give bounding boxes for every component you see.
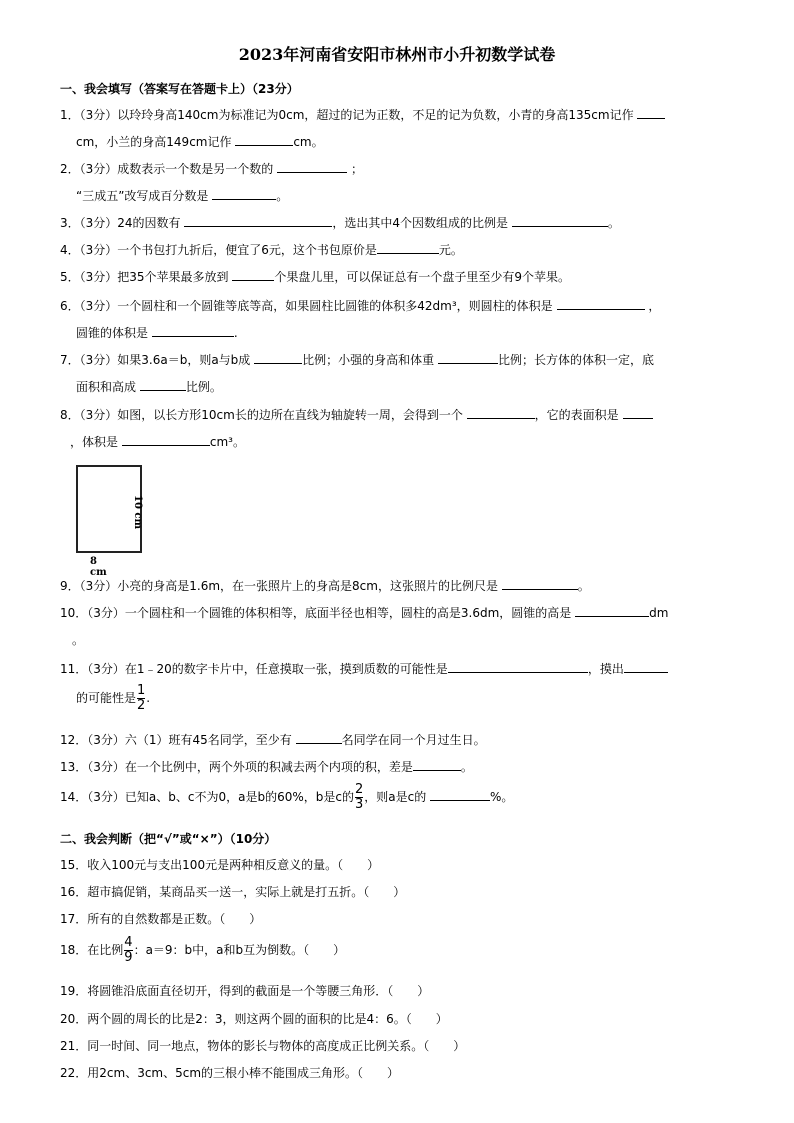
answer-blank[interactable] bbox=[413, 758, 461, 771]
question-9: 9．（3分）小亮的身高是1.6m，在一张照片上的身高是8cm，这张照片的比例尺是 。 bbox=[60, 579, 590, 593]
question-21: 21．同一时间、同一地点，物体的影长与物体的高度成正比例关系。（ ） bbox=[60, 1039, 466, 1053]
fraction: $\frac{4}{9}$ bbox=[124, 935, 133, 965]
answer-blank[interactable] bbox=[575, 604, 649, 617]
question-13: 13．（3分）在一个比例中，两个外项的积减去两个内项的积，差是 。 bbox=[60, 760, 473, 774]
question-16: 16．超市搞促销，某商品买一送一，实际上就是打五折。（ ） bbox=[60, 885, 406, 899]
answer-blank[interactable] bbox=[430, 788, 490, 801]
question-11-cont: 的可能性是 $\frac{1}{2}$ . bbox=[76, 683, 151, 713]
answer-blank[interactable] bbox=[557, 297, 645, 310]
question-6: 6．（3分）一个圆柱和一个圆锥等底等高，如果圆柱比圆锥的体积多42dm³，则圆柱的体积是 ， bbox=[60, 299, 661, 313]
section-heading-fill: 一、我会填写（答案写在答题卡上）（23分） bbox=[60, 82, 299, 96]
question-19: 19．将圆锥沿底面直径切开，得到的截面是一个等腰三角形．（ ） bbox=[60, 984, 430, 998]
question-5: 5．（3分）把35个苹果最多放到 个果盘儿里，可以保证总有一个盘子里至少有9个苹果。 bbox=[60, 270, 571, 284]
question-6-cont: 圆锥的体积是 . bbox=[76, 326, 238, 340]
question-3: 3．（3分）24的因数有 ，选出其中4个因数组成的比例是 。 bbox=[60, 216, 620, 230]
question-20: 20．两个圆的周长的比是2：3，则这两个圆的面积的比是4：6。（ ） bbox=[60, 1012, 448, 1026]
question-22: 22．用2cm、3cm、5cm的三根小棒不能围成三角形。（ ） bbox=[60, 1066, 400, 1080]
question-17: 17．所有的自然数都是正数。（ ） bbox=[60, 912, 262, 926]
page-title: 2023年河南省安阳市林州市小升初数学试卷 bbox=[238, 45, 556, 64]
answer-blank[interactable] bbox=[502, 577, 578, 590]
answer-blank[interactable] bbox=[448, 660, 588, 673]
question-7: 7．（3分）如果3.6a＝b，则a与b成 比例；小强的身高和体重 比例；长方体的体积一定，底 bbox=[60, 353, 654, 367]
question-10: 10．（3分）一个圆柱和一个圆锥的体积相等，底面半径也相等，圆柱的高是3.6dm，圆锥的高是 dm bbox=[60, 606, 669, 620]
height-label: 10 cm bbox=[132, 495, 143, 530]
answer-blank[interactable] bbox=[377, 241, 439, 254]
fraction: $\frac{1}{2}$ bbox=[137, 683, 146, 713]
section-heading-judge: 二、我会判断（把“√”或“×”）（10分） bbox=[60, 832, 277, 846]
answer-blank[interactable] bbox=[235, 133, 293, 146]
question-8-cont: ，体积是 cm³。 bbox=[70, 435, 245, 449]
answer-blank[interactable] bbox=[152, 324, 234, 337]
question-14: 14．（3分）已知a、b、c不为0，a是b的60%，b是c的 $\frac{2}{3}$ ，则a是c的 %。 bbox=[60, 782, 514, 812]
question-8: 8．（3分）如图，以长方形10cm长的边所在直线为轴旋转一周，会得到一个 ，它的表面积是 bbox=[60, 406, 653, 423]
question-2: 2．（3分）成数表示一个数是另一个数的 ； bbox=[60, 162, 363, 176]
question-2-cont: “三成五”改写成百分数是 。 bbox=[76, 189, 289, 203]
answer-blank[interactable] bbox=[624, 660, 668, 673]
answer-blank[interactable] bbox=[232, 268, 274, 281]
width-label: 8 cm bbox=[90, 556, 107, 578]
question-7-cont: 面积和高成 比例。 bbox=[76, 380, 222, 394]
question-15: 15．收入100元与支出100元是两种相反意义的量。（ ） bbox=[60, 858, 380, 872]
question-1: 1．（3分）以玲玲身高140cm为标准记为0cm，超过的记为正数，不足的记为负数，小青的身高135cm记作 bbox=[60, 106, 665, 123]
answer-blank[interactable] bbox=[277, 160, 347, 173]
answer-blank[interactable] bbox=[212, 187, 276, 200]
question-4: 4．（3分）一个书包打九折后，便宜了6元，这个书包原价是 元。 bbox=[60, 243, 463, 257]
answer-blank[interactable] bbox=[438, 351, 498, 364]
answer-blank[interactable] bbox=[140, 378, 186, 391]
answer-blank[interactable] bbox=[467, 406, 535, 419]
answer-blank[interactable] bbox=[296, 731, 342, 744]
question-11: 11．（3分）在1﹣20的数字卡片中，任意摸取一张，摸到质数的可能性是 ，摸出 bbox=[60, 660, 668, 677]
answer-blank[interactable] bbox=[122, 433, 210, 446]
answer-blank[interactable] bbox=[184, 214, 332, 227]
question-10-cont: 。 bbox=[72, 633, 85, 647]
question-18: 18．在比例 $\frac{4}{9}$ ：a＝9：b中，a和b互为倒数。（ ） bbox=[60, 935, 346, 965]
answer-blank[interactable] bbox=[512, 214, 608, 227]
question-12: 12．（3分）六（1）班有45名同学，至少有 名同学在同一个月过生日。 bbox=[60, 733, 486, 747]
answer-blank[interactable] bbox=[637, 106, 665, 119]
fraction: $\frac{2}{3}$ bbox=[354, 782, 364, 812]
question-1-cont: cm，小兰的身高149cm记作 cm。 bbox=[76, 135, 324, 149]
answer-blank[interactable] bbox=[254, 351, 302, 364]
answer-blank[interactable] bbox=[623, 406, 653, 419]
